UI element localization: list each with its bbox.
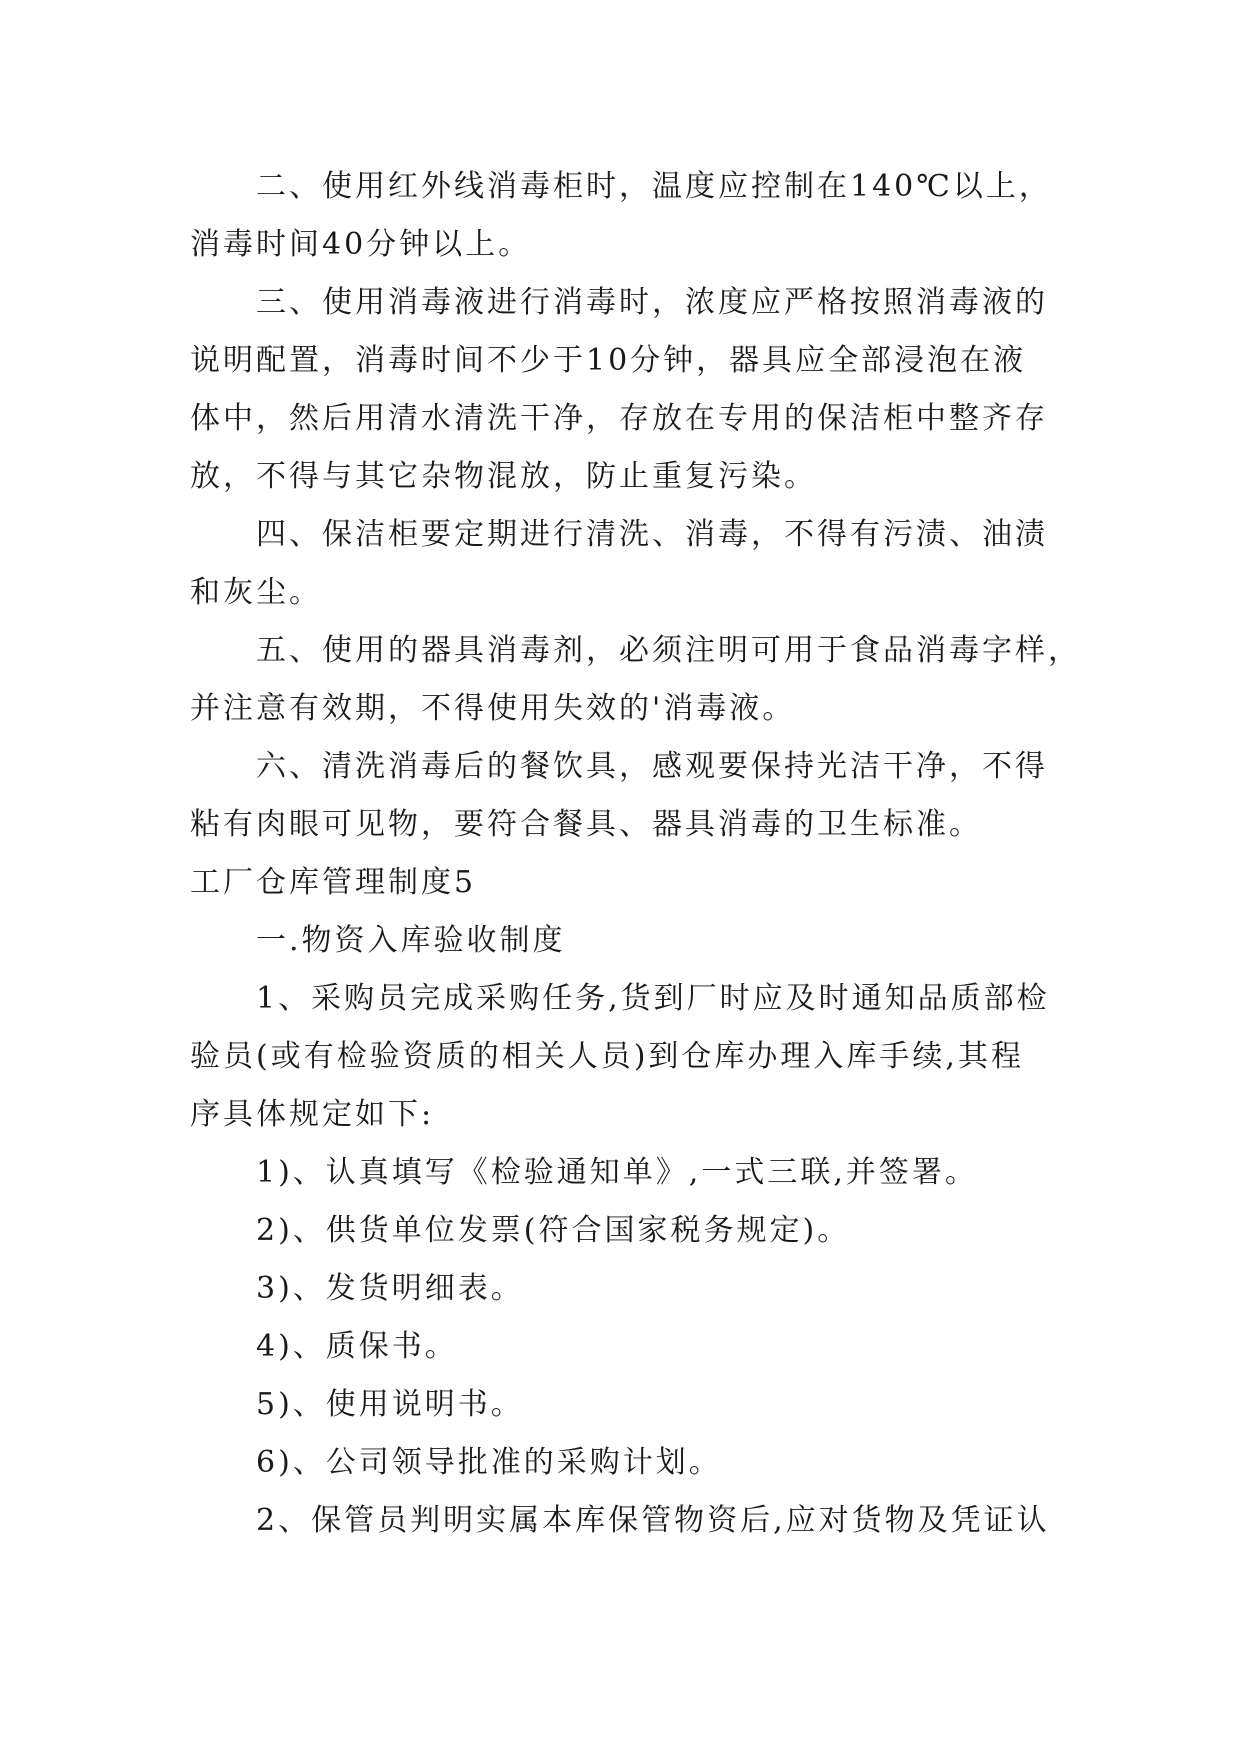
paragraph-line: 和灰尘。	[190, 575, 322, 610]
paragraph-line: 六、清洗消毒后的餐饮具，感观要保持光洁干净，不得	[256, 749, 1048, 784]
paragraph-line: 二、使用红外线消毒柜时，温度应控制在140℃以上，	[256, 169, 1052, 204]
list-item: 5)、使用说明书。	[256, 1387, 524, 1422]
paragraph-line: 四、保洁柜要定期进行清洗、消毒，不得有污渍、油渍	[256, 517, 1048, 552]
paragraph-line: 验员(或有检验资质的相关人员)到仓库办理入库手续,其程	[190, 1039, 1024, 1074]
paragraph-line: 说明配置，消毒时间不少于10分钟，器具应全部浸泡在液	[190, 343, 1027, 378]
paragraph-line: 粘有肉眼可见物，要符合餐具、器具消毒的卫生标准。	[190, 807, 982, 842]
section-title: 工厂仓库管理制度5	[190, 865, 477, 900]
paragraph-line: 五、使用的器具消毒剂，必须注明可用于食品消毒字样，	[256, 633, 1081, 668]
list-item: 4)、质保书。	[256, 1329, 458, 1364]
paragraph-line: 1、采购员完成采购任务,货到厂时应及时通知品质部检	[256, 981, 1050, 1016]
paragraph-line: 并注意有效期，不得使用失效的'消毒液。	[190, 691, 796, 726]
paragraph-line: 消毒时间40分钟以上。	[190, 227, 532, 262]
paragraph-line: 三、使用消毒液进行消毒时，浓度应严格按照消毒液的	[256, 285, 1048, 320]
paragraph-line: 2、保管员判明实属本库保管物资后,应对货物及凭证认	[256, 1503, 1050, 1538]
list-item: 3)、发货明细表。	[256, 1271, 524, 1306]
list-item: 2)、供货单位发票(符合国家税务规定)。	[256, 1213, 851, 1248]
list-item: 1)、认真填写《检验通知单》,一式三联,并签署。	[256, 1155, 978, 1190]
paragraph-line: 体中，然后用清水清洗干净，存放在专用的保洁柜中整齐存	[190, 401, 1048, 436]
paragraph-line: 放，不得与其它杂物混放，防止重复污染。	[190, 459, 817, 494]
section-heading: 一.物资入库验收制度	[256, 923, 566, 958]
list-item: 6)、公司领导批准的采购计划。	[256, 1445, 722, 1480]
paragraph-line: 序具体规定如下:	[190, 1097, 435, 1132]
